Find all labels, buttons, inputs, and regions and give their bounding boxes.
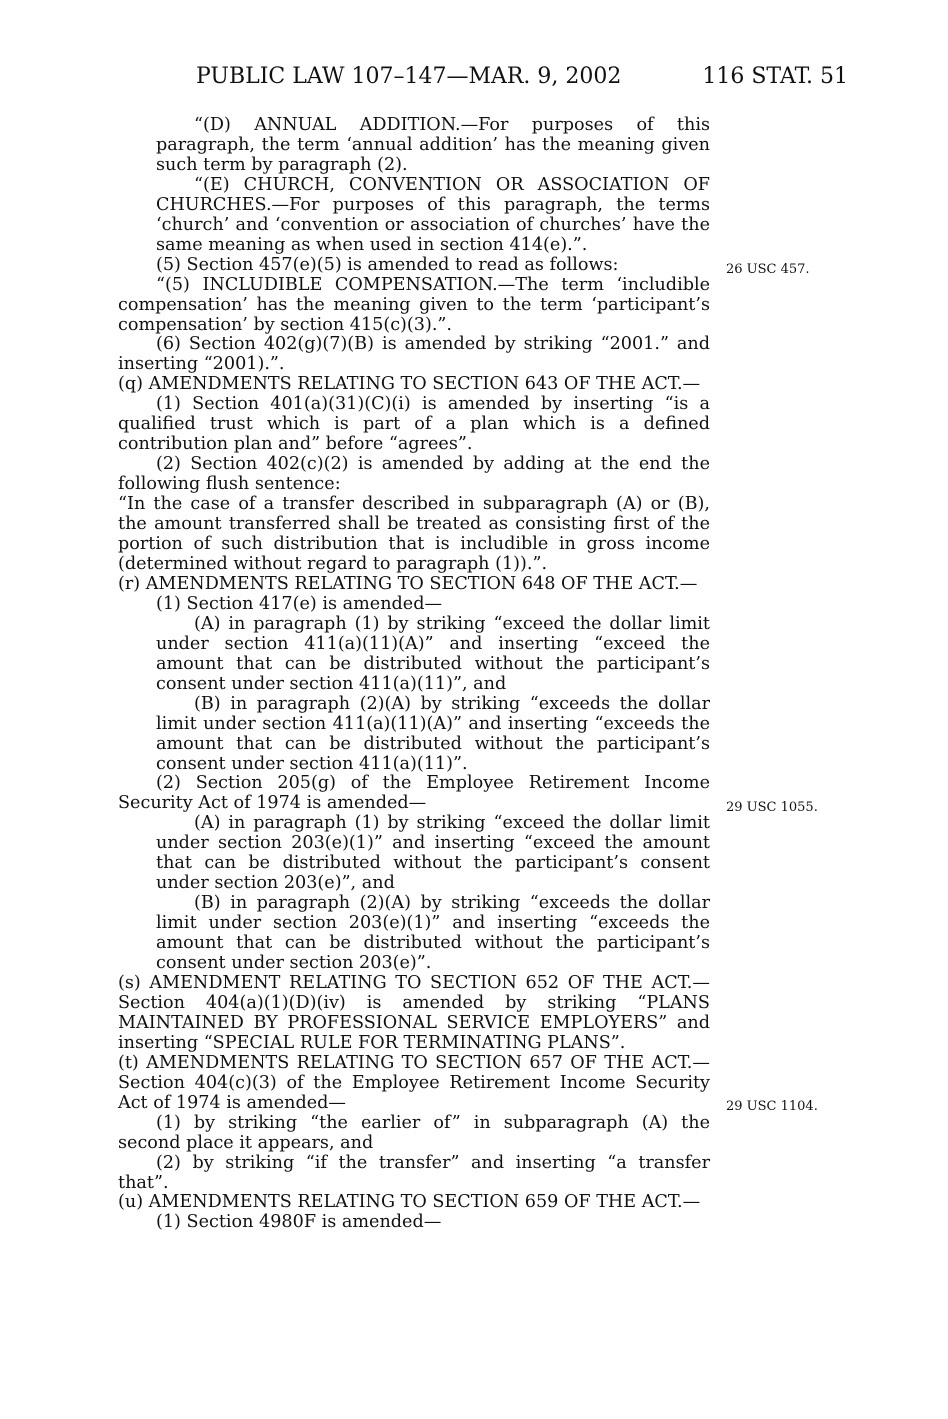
flush-sentence: “In the case of a transfer described in subparagraph (A) or (B), the amount transferred shall be treated as consisting first of the portion of such distribution that is includible in gross income (determined without regard to paragraph (1)).”.	[118, 494, 710, 574]
paragraph-r-2-a: (A) in paragraph (1) by striking “exceed the dollar limit under section 203(e)(1)” and inserting “exceed the amount that can be distributed without the participant’s consent under section 203(e)”, and	[156, 813, 710, 894]
section-u-heading: (u) AMENDMENTS RELATING TO SECTION 659 OF THE ACT.—	[118, 1192, 701, 1213]
paragraph-d-annual-addition: “(D) ANNUAL ADDITION.—For purposes of this paragraph, the term ‘annual addition’ has the meaning given such term by paragraph (2).	[156, 115, 710, 175]
section-q-heading: (q) AMENDMENTS RELATING TO SECTION 643 OF THE ACT.—	[118, 374, 701, 395]
margin-note-29-usc-1104: 29 USC 1104.	[726, 1099, 818, 1114]
paragraph-r-1-b: (B) in paragraph (2)(A) by striking “exceeds the dollar limit under section 411(a)(11)(A)” and inserting “exceeds the amount that can be distributed without the participant’s consent under section 411(a)(11)”.	[156, 693, 710, 774]
paragraph-r-2: (2) Section 205(g) of the Employee Retirement Income Security Act of 1974 is amended—	[118, 773, 710, 814]
paragraph-e-church: “(E) CHURCH, CONVENTION OR ASSOCIATION OF CHURCHES.—For purposes of this paragraph, the terms ‘church’ and ‘convention or association of churches’ have the same meaning as when used in section 414(e).”.	[156, 174, 710, 255]
section-s: (s) AMENDMENT RELATING TO SECTION 652 OF THE ACT.—Section 404(a)(1)(D)(iv) is amended by striking “PLANS MAINTAINED BY PROFESSIONAL SERVICE EMPLOYERS” and inserting “SPECIAL RULE FOR TERMINATING PLANS”.	[118, 972, 710, 1053]
paragraph-r-1: (1) Section 417(e) is amended—	[156, 593, 443, 614]
paragraph-6-section-402: (6) Section 402(g)(7)(B) is amended by striking “2001.” and inserting “2001).”.	[118, 334, 710, 375]
section-r-heading: (r) AMENDMENTS RELATING TO SECTION 648 OF THE ACT.—	[118, 573, 698, 594]
running-head: PUBLIC LAW 107–147—MAR. 9, 2002	[196, 64, 622, 89]
paragraph-t-2: (2) by striking “if the transfer” and inserting “a transfer that”.	[118, 1152, 710, 1193]
paragraph-q-1: (1) Section 401(a)(31)(C)(i) is amended by inserting “is a qualified trust which is part of a plan which is a defined contribution plan and” before “agrees”.	[118, 394, 710, 455]
paragraph-u-1: (1) Section 4980F is amended—	[156, 1212, 442, 1233]
page-header	[0, 64, 948, 94]
margin-note-26-usc-457: 26 USC 457.	[726, 262, 810, 277]
paragraph-q-2: (2) Section 402(c)(2) is amended by adding at the end the following flush sentence:	[118, 454, 710, 495]
paragraph-5-includible-compensation: “(5) INCLUDIBLE COMPENSATION.—The term ‘includible compensation’ has the meaning given to the term ‘participant’s compensation’ by section 415(c)(3).”.	[118, 274, 710, 335]
paragraph-5-section-457: (5) Section 457(e)(5) is amended to read as follows:	[156, 254, 619, 275]
section-t: (t) AMENDMENTS RELATING TO SECTION 657 OF THE ACT.—Section 404(c)(3) of the Employee Retirement Income Security Act of 1974 is amended—	[118, 1052, 710, 1113]
paragraph-r-1-a: (A) in paragraph (1) by striking “exceed the dollar limit under section 411(a)(11)(A)” and inserting “exceed the amount that can be distributed without the participant’s consent under section 411(a)(11)”, and	[156, 613, 710, 694]
page-body	[118, 116, 710, 1233]
paragraph-r-2-b: (B) in paragraph (2)(A) by striking “exceeds the dollar limit under section 203(e)(1)” and inserting “exceeds the amount that can be distributed without the participant’s consent under section 203(e)”.	[156, 893, 710, 974]
paragraph-t-1: (1) by striking “the earlier of” in subparagraph (A) the second place it appears, and	[118, 1112, 710, 1153]
margin-note-29-usc-1055: 29 USC 1055.	[726, 800, 818, 815]
stat-page-number: 116 STAT. 51	[702, 64, 848, 89]
